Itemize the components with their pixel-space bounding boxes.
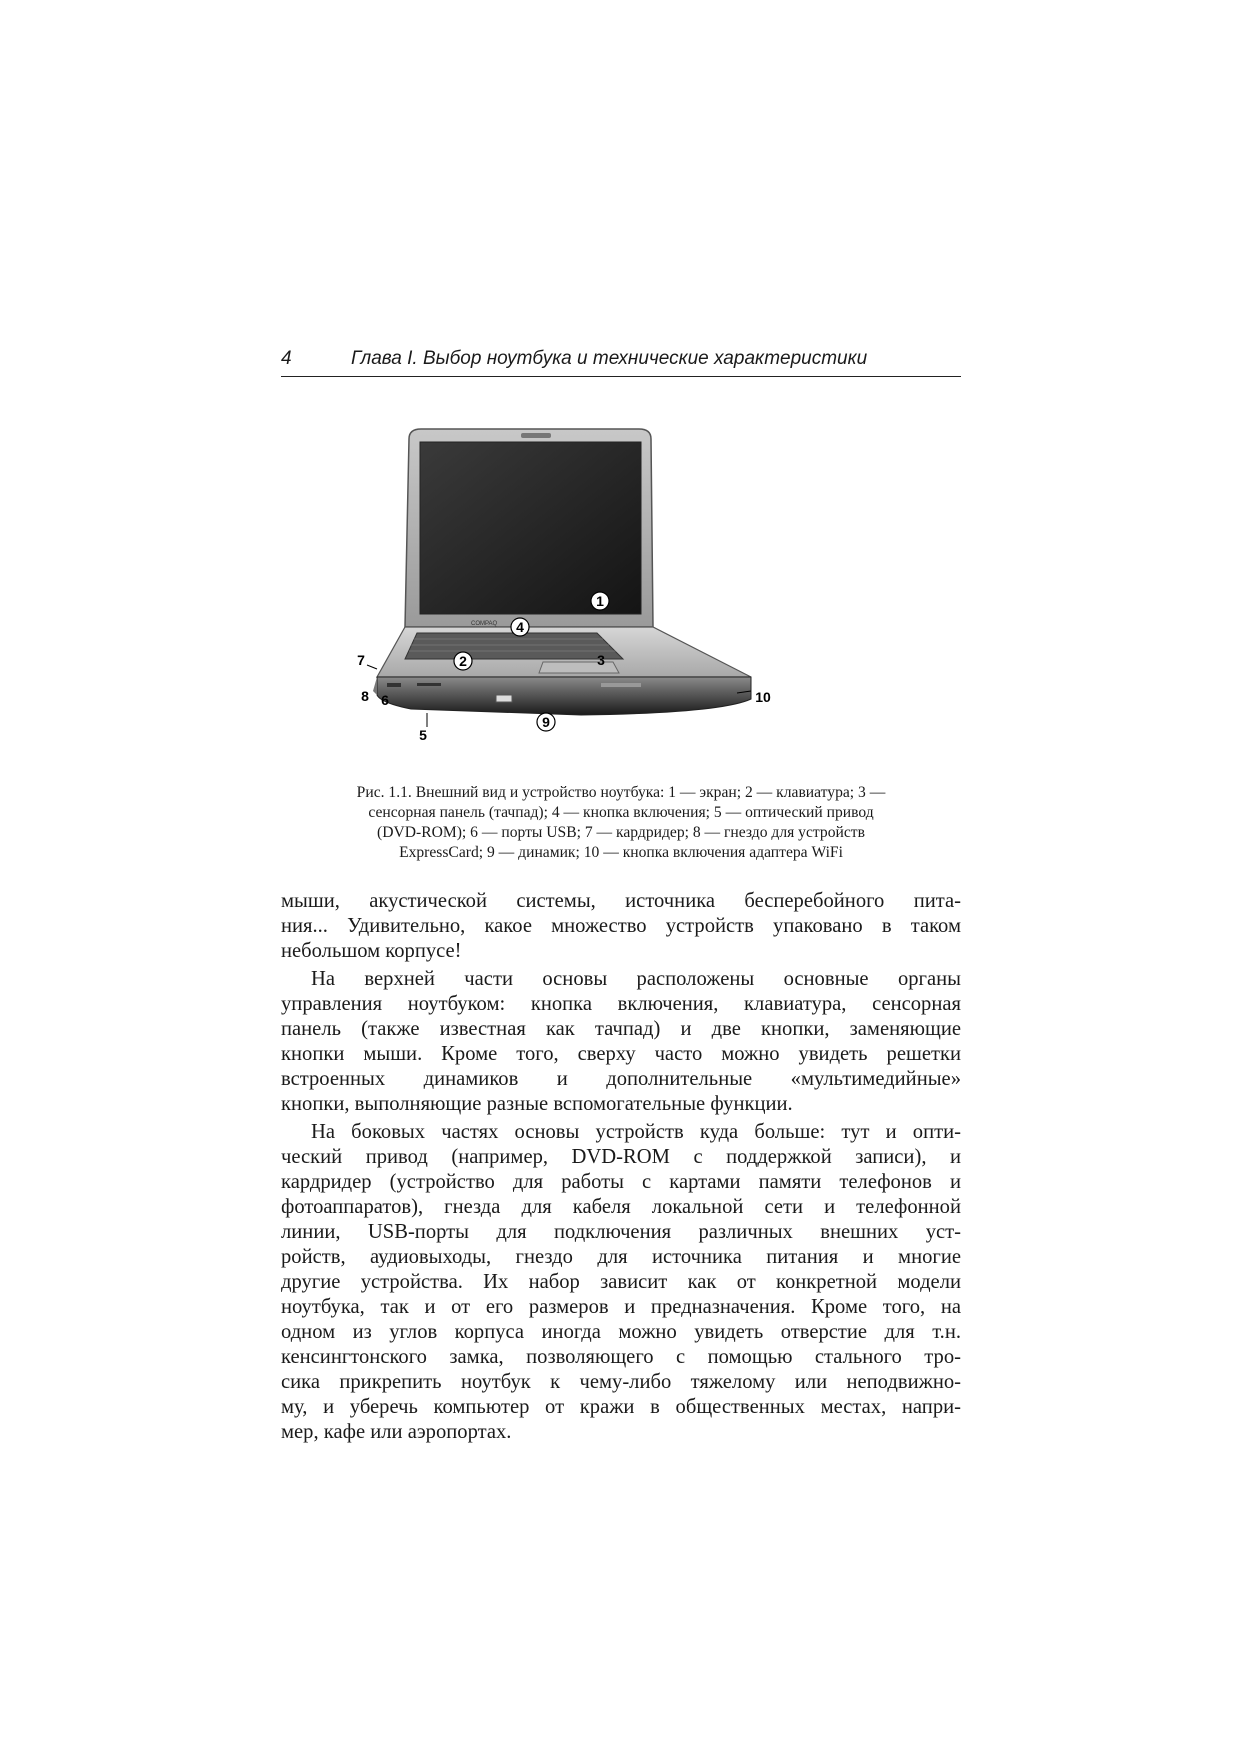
paragraph (281, 1120, 961, 1445)
laptop-keyboard (405, 633, 623, 659)
text-line: ноутбука, так и от его размеров и предназначения. Кроме того, на (281, 1296, 961, 1318)
svg-text:10: 10 (755, 689, 771, 705)
chapter-title: Глава I. Выбор ноутбука и технические характеристики (351, 348, 868, 369)
callout-9 (537, 713, 555, 731)
laptop-illustration (281, 377, 961, 767)
text-line: На верхней части основы расположены основные органы (311, 968, 961, 990)
callout-3 (597, 652, 605, 668)
svg-text:7: 7 (357, 652, 365, 668)
laptop-front (377, 677, 751, 715)
text-line: сика прикрепить ноутбук к чему-либо тяжелому или неподвижно- (281, 1371, 961, 1393)
text-line: На боковых частях основы устройств куда больше: тут и опти- (311, 1121, 961, 1143)
caption-line: (DVD-ROM); 6 — порты USB; 7 — кардридер; 8 — гнездо для устройств (377, 824, 865, 841)
svg-text:4: 4 (516, 619, 524, 635)
text-line: мыши, акустической системы, источника бесперебойного пита- (281, 890, 961, 912)
callout-5 (419, 713, 427, 743)
text-line: кнопки мыши. Кроме того, сверху часто можно увидеть решетки (281, 1043, 961, 1065)
callout-2 (454, 652, 472, 670)
brand-logo: COMPAQ (471, 621, 498, 627)
text-line: фотоаппаратов), гнезда для кабеля локальной сети и телефонной (281, 1196, 961, 1218)
callout-6 (381, 692, 389, 708)
text-line: ческий привод (например, DVD-ROM с поддержкой записи), и (281, 1146, 961, 1168)
laptop-figure (281, 377, 961, 767)
callout-8 (361, 688, 369, 704)
body-text (281, 889, 961, 1445)
paragraph (281, 889, 961, 964)
svg-text:3: 3 (597, 652, 605, 668)
text-line: другие устройства. Их набор зависит как от конкретной модели (281, 1271, 961, 1293)
svg-text:2: 2 (459, 653, 467, 669)
text-line: встроенных динамиков и дополнительные «мультимедийные» (281, 1068, 961, 1090)
text-line: одном из углов корпуса иногда можно увидеть отверстие для т.н. (281, 1321, 961, 1343)
figure-caption (281, 783, 961, 863)
text-line: му, и уберечь компьютер от кражи в общественных местах, напри- (281, 1396, 961, 1418)
svg-text:5: 5 (419, 727, 427, 743)
text-line: кенсингтонского замка, позволяющего с помощью стального тро- (281, 1346, 961, 1368)
laptop-touchpad (539, 662, 619, 673)
text-line: мер, кафе или аэропортах. (281, 1421, 512, 1443)
caption-line: сенсорная панель (тачпад); 4 — кнопка включения; 5 — оптический привод (368, 804, 874, 821)
callout-7 (357, 652, 377, 669)
laptop-screen (420, 442, 641, 614)
text-line: ния... Удивительно, какое множество устройств упаковано в таком (281, 915, 961, 937)
text-line: кардридер (устройство для работы с картами памяти телефонов и (281, 1171, 961, 1193)
text-line: небольшом корпусе! (281, 940, 462, 962)
svg-text:1: 1 (596, 593, 604, 609)
running-header (281, 348, 961, 377)
svg-text:9: 9 (542, 714, 550, 730)
callout-4 (511, 618, 529, 636)
paragraph (281, 967, 961, 1117)
callout-1 (591, 592, 609, 610)
text-line: управления ноутбуком: кнопка включения, клавиатура, сенсорная (281, 993, 961, 1015)
page-number: 4 (281, 348, 292, 369)
text-line: кнопки, выполняющие разные вспомогательные функции. (281, 1093, 793, 1115)
caption-line: ExpressCard; 9 — динамик; 10 — кнопка включения адаптера WiFi (399, 844, 843, 861)
text-line: панель (также известная как тачпад) и две кнопки, заменяющие (281, 1018, 961, 1040)
text-line: ройств, аудиовыходы, гнездо для источника питания и многие (281, 1246, 961, 1268)
text-line: линии, USB-порты для подключения различных внешних уст- (281, 1221, 961, 1243)
svg-text:6: 6 (381, 692, 389, 708)
caption-line: Рис. 1.1. Внешний вид и устройство ноутбука: 1 — экран; 2 — клавиатура; 3 — (356, 784, 886, 801)
book-page (281, 348, 961, 1448)
svg-text:8: 8 (361, 688, 369, 704)
